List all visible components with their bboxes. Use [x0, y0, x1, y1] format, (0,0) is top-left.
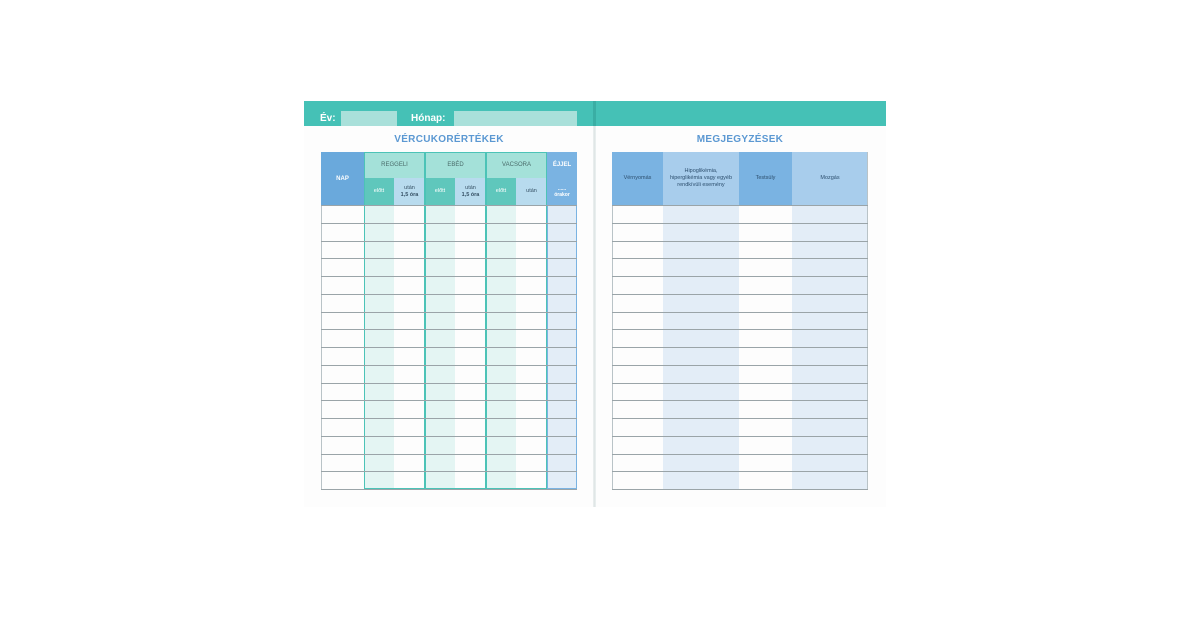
table-row-line: [321, 365, 577, 366]
sub-label: előtt: [373, 188, 385, 194]
table-row-line: [612, 329, 868, 330]
table-row-line: [612, 276, 868, 277]
table-row-line: [612, 205, 868, 206]
table-row-line: [321, 400, 577, 401]
table-row-line: [612, 365, 868, 366]
lunch-column-border: [425, 152, 486, 489]
sub-note: 1,5 óra: [461, 191, 480, 198]
table-row-line: [612, 436, 868, 437]
table-row-line: [612, 312, 868, 313]
table-row-line: [321, 312, 577, 313]
table-row-line: [321, 454, 577, 455]
table-row-line: [321, 329, 577, 330]
table-row-line: [612, 347, 868, 348]
table-row-line: [612, 241, 868, 242]
year-field[interactable]: [341, 111, 397, 126]
sub-label: előtt: [495, 188, 507, 194]
page-gutter: [593, 101, 596, 507]
table-row-line: [612, 258, 868, 259]
table-row-line: [612, 418, 868, 419]
table-row-line: [321, 347, 577, 348]
sub-label: után: [465, 184, 476, 191]
sub-label: után: [404, 184, 415, 191]
dinner-header: VACSORA: [486, 152, 547, 178]
year-label: Év:: [320, 113, 336, 124]
table-row-line: [321, 383, 577, 384]
sub-note: 1,5 óra: [400, 191, 419, 198]
table-row-line: [321, 418, 577, 419]
blood-pressure-header: Vérnyomás: [612, 152, 663, 205]
lunch-header: EBÉD: [425, 152, 486, 178]
table-row-line: [612, 223, 868, 224]
table-row-line: [321, 471, 577, 472]
table-row-line: [321, 205, 577, 206]
table-row-line: [612, 383, 868, 384]
dinner-column-border: [486, 152, 547, 489]
night-column-border: [547, 152, 577, 489]
right-edge: [867, 152, 868, 489]
time-unit: órakor: [554, 191, 570, 198]
table-row-line: [612, 454, 868, 455]
right-page-title: MEGJEGYZÉSEK: [696, 134, 784, 145]
table-row-line: [321, 276, 577, 277]
table-row-line: [321, 489, 577, 490]
left-page-title: VÉRCUKORÉRTÉKEK: [394, 134, 504, 145]
table-row-line: [612, 489, 868, 490]
month-label: Hónap:: [411, 113, 446, 124]
day-column-header: NAP: [321, 152, 364, 205]
sub-label: előtt: [434, 188, 446, 194]
table-row-line: [321, 294, 577, 295]
sub-label: után: [526, 188, 537, 194]
weight-header: Testsúly: [739, 152, 792, 205]
table-row-line: [321, 223, 577, 224]
table-row-line: [321, 241, 577, 242]
table-row-line: [612, 294, 868, 295]
events-header: Hipoglikémia, hiperglikémia vagy egyéb rendkívüli esemény: [663, 152, 739, 205]
breakfast-column-border: [364, 152, 425, 489]
breakfast-header: REGGELI: [364, 152, 425, 178]
table-row-line: [321, 436, 577, 437]
exercise-header: Mozgás: [792, 152, 868, 205]
table-row-line: [321, 258, 577, 259]
time-blank: ......: [557, 185, 567, 192]
table-row-line: [612, 471, 868, 472]
month-field[interactable]: [454, 111, 577, 126]
table-row-line: [612, 400, 868, 401]
gutter-bar-shade: [593, 101, 596, 126]
night-header: ÉJJEL: [547, 152, 577, 178]
